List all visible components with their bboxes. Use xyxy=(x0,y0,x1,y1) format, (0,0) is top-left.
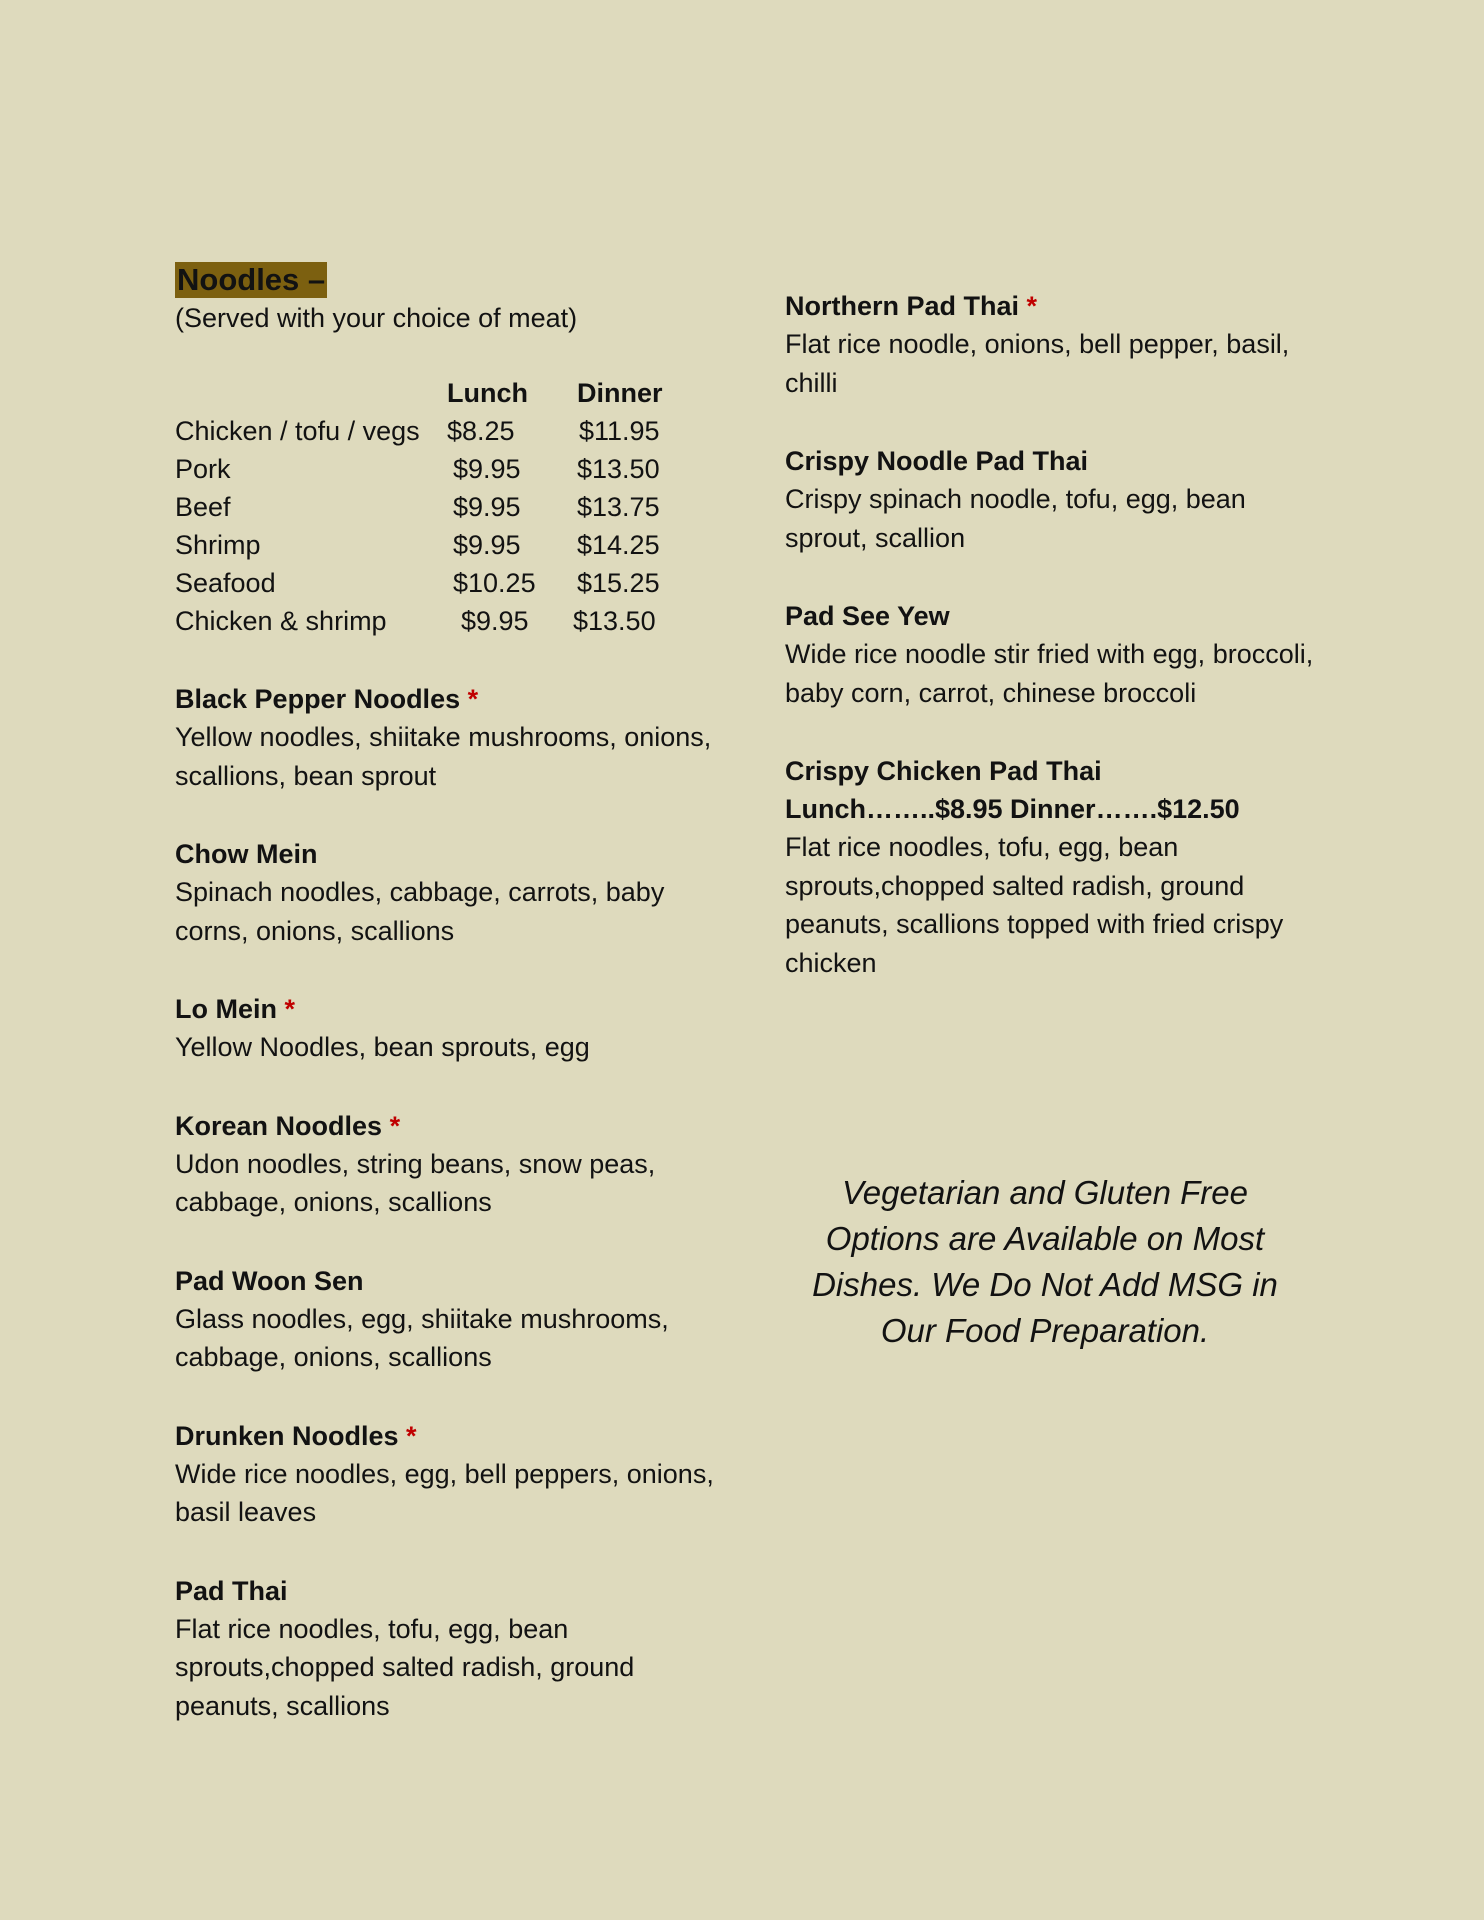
item-description: Flat rice noodle, onions, bell pepper, basil, chilli xyxy=(785,329,1290,398)
item-name: Drunken Noodles xyxy=(175,1420,399,1451)
dinner-price: $13.50 xyxy=(577,454,660,484)
meat-option: Pork xyxy=(175,454,231,484)
lunch-price: $9.95 xyxy=(453,454,521,484)
dinner-price: $13.75 xyxy=(577,492,660,522)
item-description: Flat rice noodles, tofu, egg, bean sprouts,chopped salted radish, ground peanuts, scallions xyxy=(175,1613,635,1721)
menu-item xyxy=(175,835,735,950)
lunch-price: $9.95 xyxy=(461,606,529,636)
menu-item xyxy=(175,680,735,795)
price-row xyxy=(175,526,735,564)
spicy-star: * xyxy=(389,1110,401,1141)
item-name: Chow Mein xyxy=(175,839,318,869)
item-name: Lo Mein xyxy=(175,994,277,1024)
menu-item xyxy=(175,1417,735,1532)
item-description: Yellow noodles, shiitake mushrooms, onions, scallions, bean sprout xyxy=(175,722,712,791)
lunch-price: $9.95 xyxy=(453,492,521,522)
item-price-line: Lunch……..$8.95 Dinner…….$12.50 xyxy=(785,794,1240,824)
right-column xyxy=(785,287,1325,982)
left-column xyxy=(175,262,735,1725)
price-table xyxy=(175,374,735,640)
item-name: Pad Woon Sen xyxy=(175,1265,364,1296)
featured-menu-item xyxy=(785,752,1325,982)
menu-item xyxy=(785,442,1325,557)
meat-option: Beef xyxy=(175,492,231,522)
item-description: Wide rice noodles, egg, bell peppers, onions, basil leaves xyxy=(175,1458,714,1527)
menu-item xyxy=(175,990,735,1067)
spicy-star: * xyxy=(467,684,479,714)
item-description: Crispy spinach noodle, tofu, egg, bean sprout, scallion xyxy=(785,484,1246,553)
lunch-price: $9.95 xyxy=(453,530,521,560)
price-row xyxy=(175,450,735,488)
item-name: Pad Thai xyxy=(175,1575,288,1606)
spicy-star: * xyxy=(406,1420,417,1451)
dietary-note: Vegetarian and Gluten Free Options are Available on Most Dishes. We Do Not Add MSG in Our Food Preparation. xyxy=(812,1174,1278,1349)
price-row xyxy=(175,412,735,450)
spicy-star: * xyxy=(1026,291,1038,321)
meat-option: Chicken / tofu / vegs xyxy=(175,416,420,446)
dinner-price: $11.95 xyxy=(579,416,660,446)
item-description: Wide rice noodle stir fried with egg, broccoli, baby corn, carrot, chinese broccoli xyxy=(785,639,1314,708)
item-name: Northern Pad Thai xyxy=(785,291,1020,321)
price-table-header xyxy=(175,374,735,412)
dinner-price: $13.50 xyxy=(573,606,656,636)
item-name: Crispy Chicken Pad Thai xyxy=(785,756,1102,786)
item-name: Pad See Yew xyxy=(785,601,950,631)
item-description: Flat rice noodles, tofu, egg, bean sprouts,chopped salted radish, ground peanuts, scallions topped with fried crispy chicken xyxy=(785,832,1284,978)
menu-item xyxy=(175,1572,735,1726)
item-description: Glass noodles, egg, shiitake mushrooms, cabbage, onions, scallions xyxy=(175,1303,669,1372)
section-title: Noodles – xyxy=(177,262,326,297)
item-description: Spinach noodles, cabbage, carrots, baby corns, onions, scallions xyxy=(175,877,665,946)
item-name: Crispy Noodle Pad Thai xyxy=(785,446,1089,476)
lunch-price: $10.25 xyxy=(453,568,536,598)
header-cell xyxy=(175,374,447,412)
item-description: Udon noodles, string beans, snow peas, cabbage, onions, scallions xyxy=(175,1148,656,1217)
item-name: Korean Noodles xyxy=(175,1110,383,1141)
header-dinner: Dinner xyxy=(577,378,663,408)
lunch-price: $8.25 xyxy=(447,416,515,446)
dinner-price: $15.25 xyxy=(577,568,660,598)
price-row xyxy=(175,564,735,602)
menu-item xyxy=(785,597,1325,712)
item-description: Yellow Noodles, bean sprouts, egg xyxy=(175,1032,590,1062)
price-row xyxy=(175,488,735,526)
menu-item xyxy=(175,1262,735,1377)
header-lunch: Lunch xyxy=(447,378,528,408)
meat-option: Chicken & shrimp xyxy=(175,606,387,636)
meat-option: Seafood xyxy=(175,568,276,598)
menu-item xyxy=(175,1107,735,1222)
spicy-star: * xyxy=(284,994,296,1024)
item-name: Black Pepper Noodles xyxy=(175,684,461,714)
section-subtitle: (Served with your choice of meat) xyxy=(175,303,578,333)
dinner-price: $14.25 xyxy=(577,530,660,560)
meat-option: Shrimp xyxy=(175,530,261,560)
menu-item xyxy=(785,287,1325,402)
price-row xyxy=(175,602,735,640)
